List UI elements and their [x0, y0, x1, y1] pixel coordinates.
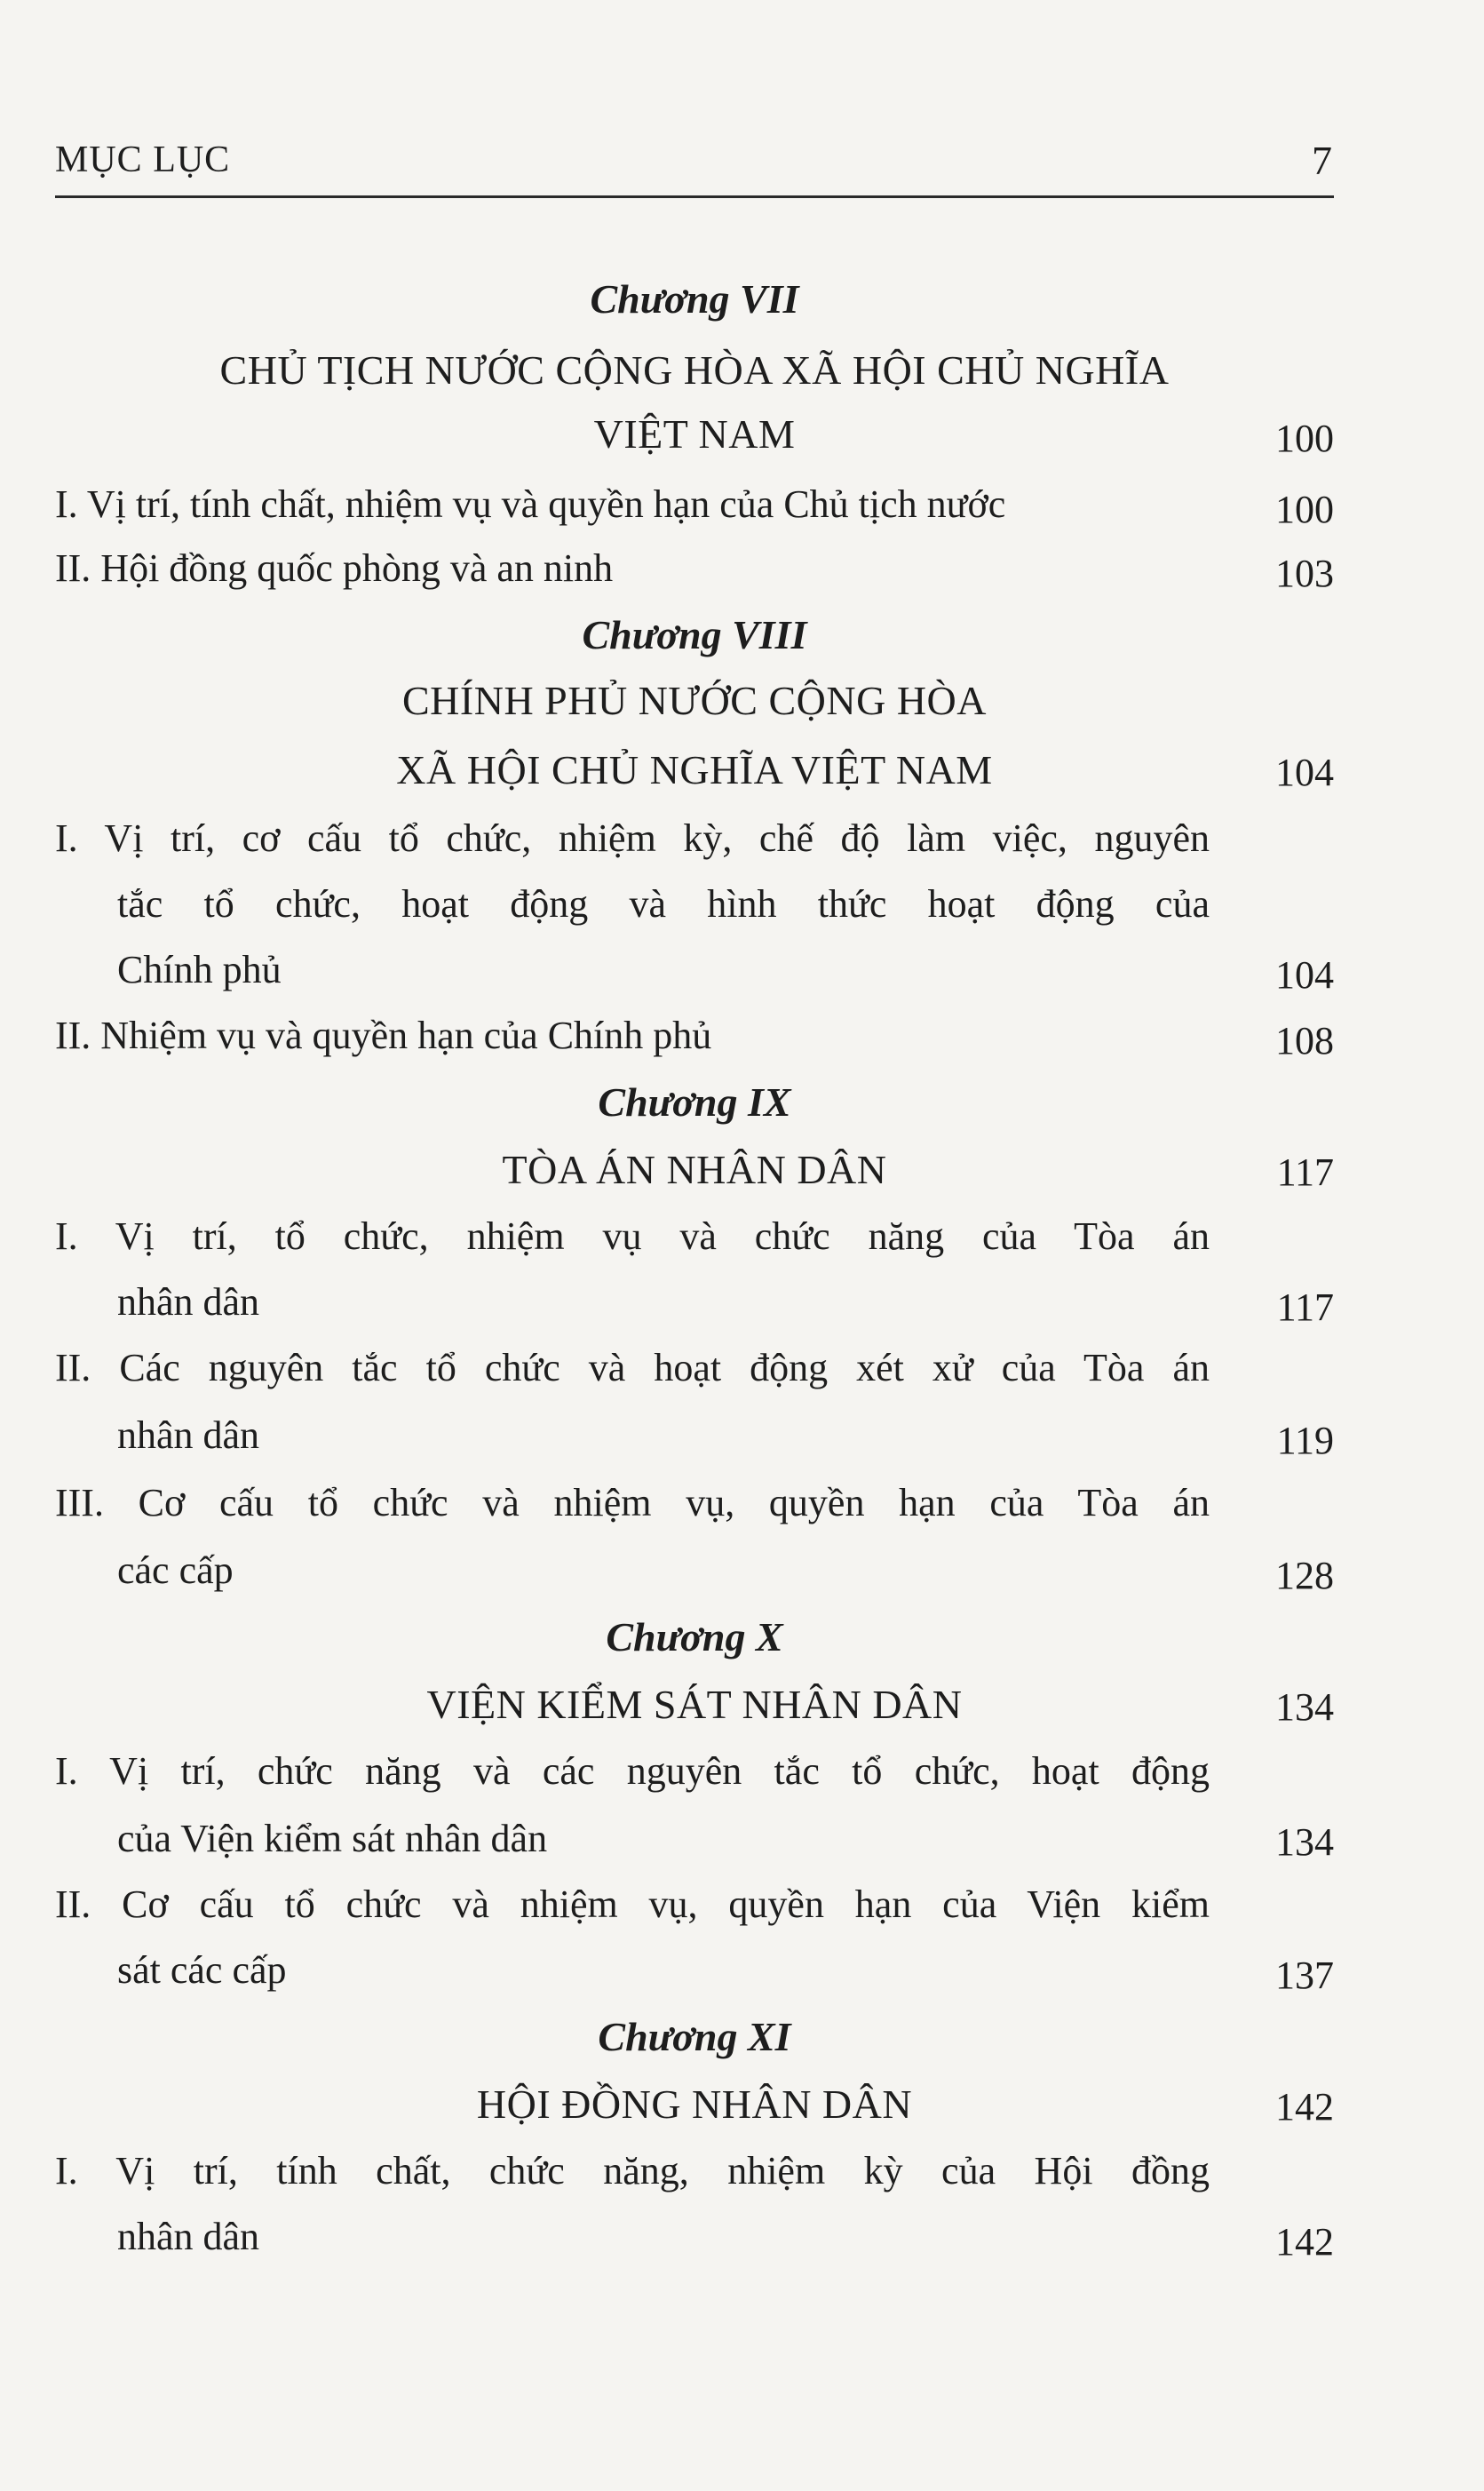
toc-page-number: 100: [1275, 488, 1334, 531]
chapter-heading: Chương VII: [590, 276, 799, 322]
toc-page-number: 119: [1276, 1419, 1334, 1462]
toc-entry-continued: nhân dân: [117, 2215, 260, 2258]
toc-page-number: 142: [1275, 2085, 1334, 2129]
toc-page-number: 117: [1276, 1150, 1334, 1194]
toc-page-number: 108: [1275, 1019, 1334, 1062]
toc-entry: II. Hội đồng quốc phòng và an ninh: [55, 546, 614, 590]
toc-entry: I. Vị trí, tính chất, chức năng, nhiệm kỳ của Hội đồng: [55, 2149, 1210, 2193]
toc-page-number: 104: [1275, 751, 1334, 794]
toc-entry-continued: Chính phủ: [117, 948, 282, 991]
toc-entry-continued: các cấp: [117, 1548, 234, 1592]
toc-entry-continued: của Viện kiểm sát nhân dân: [117, 1817, 548, 1860]
toc-page-number: 128: [1275, 1554, 1334, 1597]
chapter-title: CHÍNH PHỦ NƯỚC CỘNG HÒA: [402, 678, 987, 723]
toc-entry: II. Nhiệm vụ và quyền hạn của Chính phủ: [55, 1014, 712, 1057]
toc-entry-continued: nhân dân: [117, 1413, 260, 1457]
toc-page-number: 117: [1276, 1285, 1334, 1329]
header-page-number: 7: [1312, 138, 1332, 183]
toc-page-number: 142: [1275, 2220, 1334, 2264]
toc-entry-continued: nhân dân: [117, 1280, 260, 1324]
toc-entry: III. Cơ cấu tổ chức và nhiệm vụ, quyền hạn của Tòa án: [55, 1481, 1210, 1524]
chapter-title: HỘI ĐỒNG NHÂN DÂN: [476, 2081, 913, 2127]
toc-entry-continued: tắc tổ chức, hoạt động và hình thức hoạt động của: [117, 882, 1210, 926]
chapter-title: VIỆN KIỂM SÁT NHÂN DÂN: [426, 1682, 963, 1727]
chapter-heading: Chương VIII: [582, 612, 807, 657]
chapter-title: CHỦ TỊCH NƯỚC CỘNG HÒA XÃ HỘI CHỦ NGHĨA: [219, 347, 1170, 393]
toc-entry: I. Vị trí, cơ cấu tổ chức, nhiệm kỳ, chế độ làm việc, nguyên: [55, 816, 1210, 860]
chapter-title: TÒA ÁN NHÂN DÂN: [502, 1147, 887, 1192]
toc-page-number: 100: [1275, 417, 1334, 460]
toc-page-number: 104: [1275, 953, 1334, 997]
toc-entry: I. Vị trí, chức năng và các nguyên tắc tổ chức, hoạt động: [55, 1749, 1210, 1793]
toc-page-number: 137: [1275, 1954, 1334, 1997]
chapter-heading: Chương XI: [598, 2014, 791, 2059]
header-title: MỤC LỤC: [55, 139, 231, 180]
toc-entry-continued: sát các cấp: [117, 1948, 287, 1992]
toc-page-number: 134: [1275, 1685, 1334, 1729]
toc-page-number: 134: [1275, 1820, 1334, 1864]
chapter-title: XÃ HỘI CHỦ NGHĨA VIỆT NAM: [396, 747, 993, 792]
page-header: [55, 131, 1334, 198]
toc-page-number: 103: [1275, 552, 1334, 595]
toc-entry: II. Cơ cấu tổ chức và nhiệm vụ, quyền hạn của Viện kiểm: [55, 1882, 1210, 1926]
chapter-heading: Chương IX: [598, 1079, 791, 1125]
chapter-title: VIỆT NAM: [593, 411, 796, 457]
toc-entry: I. Vị trí, tổ chức, nhiệm vụ và chức năng của Tòa án: [55, 1214, 1210, 1258]
chapter-heading: Chương X: [606, 1614, 783, 1659]
toc-entry: II. Các nguyên tắc tổ chức và hoạt động xét xử của Tòa án: [55, 1346, 1210, 1389]
toc-entry: I. Vị trí, tính chất, nhiệm vụ và quyền hạn của Chủ tịch nước: [55, 482, 1006, 526]
